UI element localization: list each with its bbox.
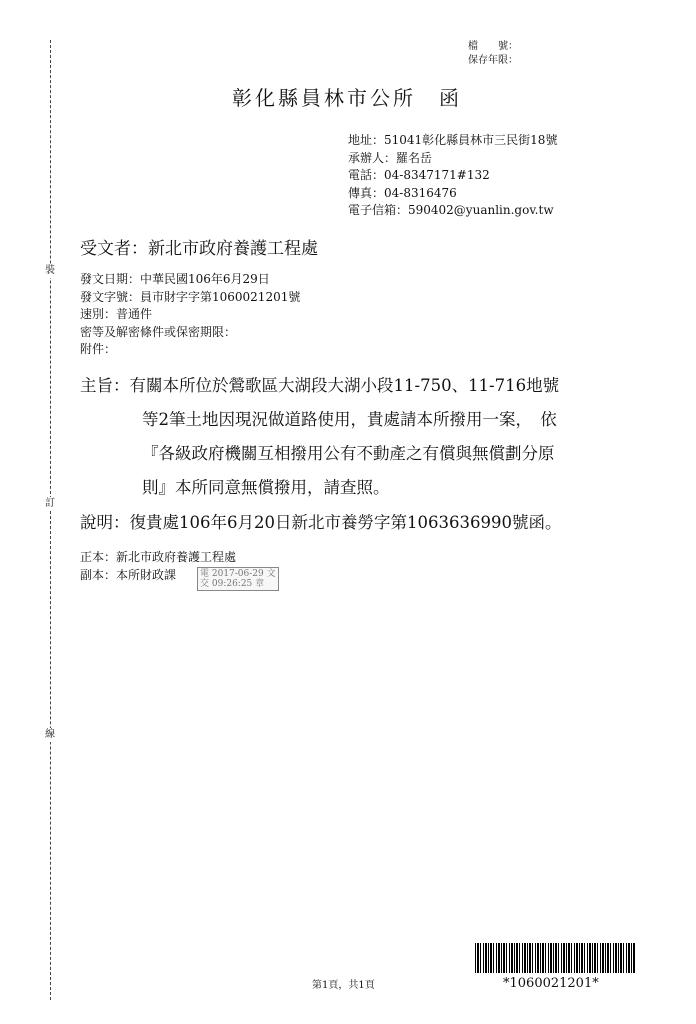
meta-block [80,271,300,359]
subject-line-2: 等2筆土地因現況做道路使用，貴處請本所撥用一案， 依 [142,410,557,429]
binding-line [50,40,51,1000]
binding-mark-zhuang: 裝 [45,265,55,276]
subject-block [80,369,559,505]
barcode [475,943,635,973]
subject-line-4: 則』本所同意無償撥用，請查照。 [142,478,390,497]
document-title: 彰化縣員林市公所 函 [232,86,462,110]
copy-recipient: 副本：本所財政課 [80,568,177,582]
recipient: 受文者：新北市政府養護工程處 [80,239,318,259]
contact-block [348,132,557,220]
subject-line-1: 主旨：有關本所位於鶯歌區大湖段大湖小段11-750、11-716地號 [80,376,560,395]
email: 電子信箱：590402@yuanlin.gov.tw [348,203,554,217]
document-number: 發文字號：員市財字字第1060021201號 [80,289,301,304]
secrecy: 密等及解密條件或保密期限： [80,324,237,339]
electronic-exchange-stamp [197,567,279,591]
original-recipient: 正本：新北市政府養護工程處 [80,550,237,564]
stamp-line-2: 交 09:26:25 章 [200,579,265,589]
file-number-label: 檔 號： [468,41,518,52]
fax: 傳真：04-8316476 [348,185,457,200]
speed: 速別：普通件 [80,307,153,321]
address: 地址：51041彰化縣員林市三民街18號 [348,133,558,147]
page-number: 第1頁，共1頁 [312,980,375,991]
issue-date: 發文日期：中華民國106年6月29日 [80,272,270,286]
subject-line-3: 『各級政府機關互相撥用公有不動產之有償與無償劃分原 [142,444,555,463]
stamp-line-1: 電 2017-06-29 文 [200,569,276,579]
retention-period-label: 保存年限： [468,55,518,66]
phone: 電話：04-8347171#132 [348,168,490,182]
barcode-text: *1060021201* [503,976,599,991]
description: 說明：復貴處106年6月20日新北市養勞字第1063636990號函。 [80,513,562,532]
binding-mark-xian: 線 [45,729,55,740]
binding-mark-ding: 訂 [45,498,55,509]
archive-fields [468,40,518,68]
attachment: 附件： [80,342,117,356]
handler: 承辦人：羅名岳 [348,150,433,165]
